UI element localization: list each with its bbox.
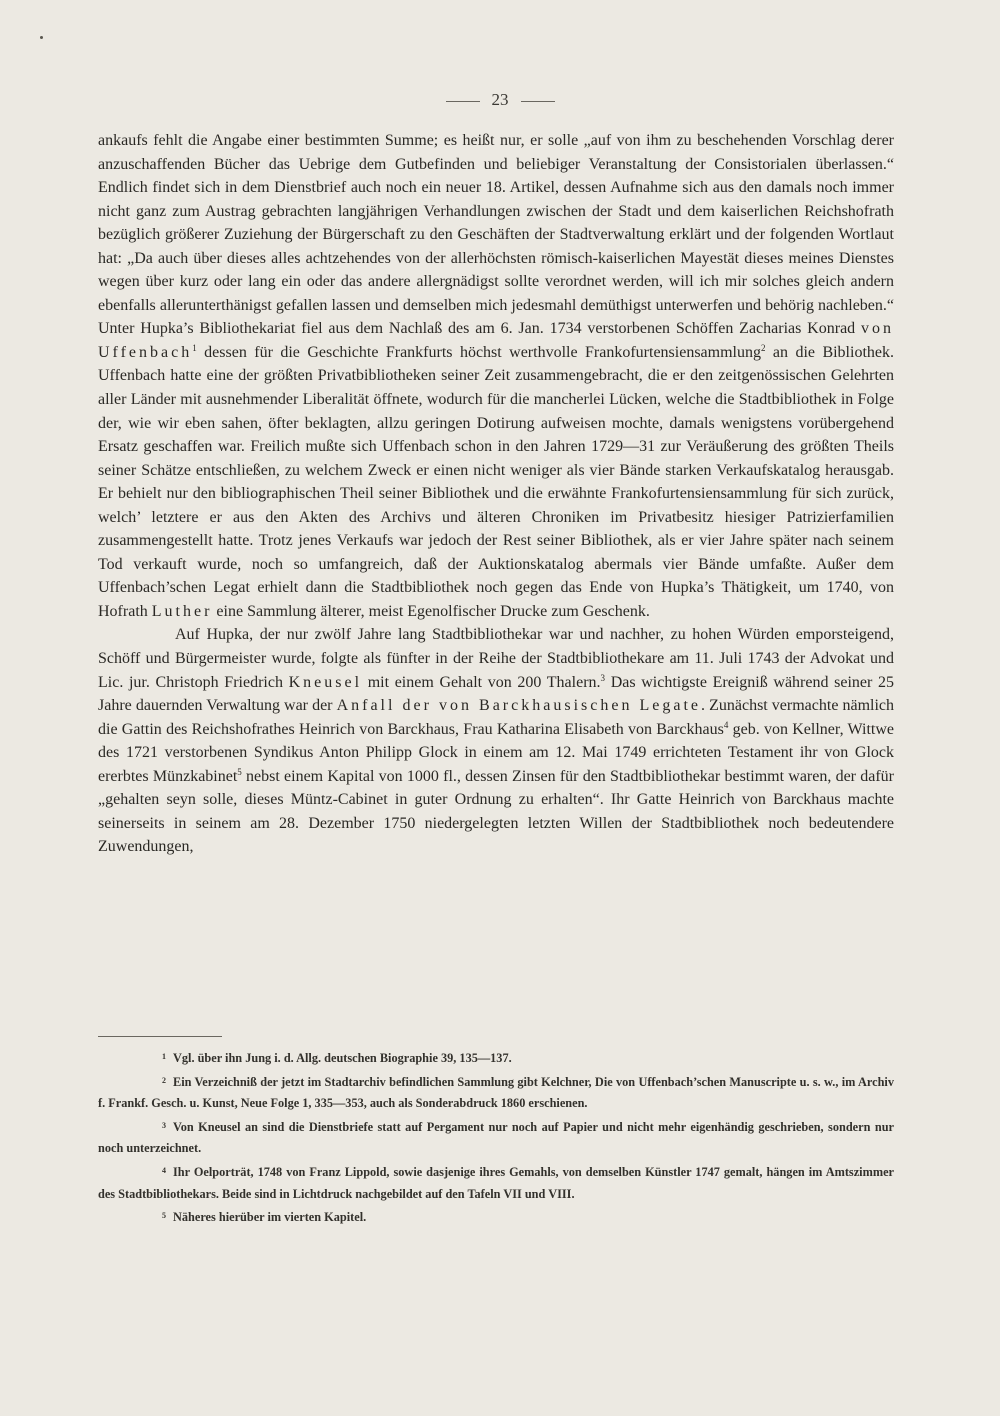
text-run: geb. von Kellner, Wittwe des 1721 verstorbenen Syndikus Anton Philipp Glock in einem am 12. Mai 1749 errichteten Testament ihr von Glock ererbtes Münzkabinet [98,720,894,785]
footnote-ref: 4 [723,719,729,730]
footnote [98,1046,894,1070]
spaced-name: Kneusel [288,673,363,691]
footnote-ref: 1 [192,342,197,353]
footnote-number: 3 [162,1120,166,1130]
footnote-text: Ihr Oelporträt, 1748 von Franz Lippold, sowie dasjenige ihres Gemahls, von demselben Künstler 1747 gemalt, hängen im Amtszimmer des Stadtbibliothekars. Beide sind in Lichtdruck nachgebildet auf den Tafeln VII und VIII. [98,1164,894,1201]
paragraph [98,129,894,623]
footnote-text: Ein Verzeichniß der jetzt im Stadtarchiv befindlichen Sammlung gibt Kelchner, Die von Uffenbach’schen Manuscripte u. s. w., im Archiv f. Frankf. Gesch. u. Kunst, Neue Folge 1, 335—353, auch als Sonderabdruck 1860 erschienen. [98,1074,894,1111]
speck-mark [40,36,43,39]
footnote [98,1115,894,1160]
text-run: nebst einem Kapital von 1000 fl., dessen Zinsen für den Stadtbibliothekar bestimmt waren, der dafür „gehalten seyn solle, dieses Müntz-Cabinet in guter Ordnung zu erhalten“. Ihr Gatte Heinrich von Barckhaus machte seinerseits in seinem am 28. Dezember 1750 niedergelegten letzten Willen der Stadtbibliothek noch bedeutendere Zuwendungen, [98,767,894,856]
text-run: eine Sammlung älterer, meist Egenolfischer Drucke zum Geschenk. [212,602,650,620]
text-run: ankaufs fehlt die Angabe einer bestimmten Summe; es heißt nur, er solle „auf von ihm zu beschehenden Vorschlag derer anzuschaffenden Bücher das Uebrige dem Gutbefinden und beliebiger Veranstaltung der Consistorialen überlassen.“ Endlich findet sich in dem Dienstbrief auch noch ein neuer 18. Artikel, dessen Aufnahme sich aus den damals noch immer nicht ganz zum Austrag gebrachten langjährigen Verhandlungen zwischen der Stadt und dem kaiserlichen Reichshofrath bezüglich größerer Zuziehung der Bürgerschaft zu den Geschäften der Stadtverwaltung erklärt und der folgenden Wortlaut hat: „Da auch über dieses alles achtzehendes von der allerhöchsten römisch-kaiserlichen Mayestät dieses meines Dienstes wegen über kurz oder lang ein oder das andere allergnädigst sollte verordnet werden, will ich mir solches gleich andern ebenfalls allerunterthänigst gefallen lassen und demselben mich jedesmahl demüthigst unterwerfen und behörig nachleben.“ Unter Hupka’s Bibliothekariat fiel aus dem Nachlaß des am 6. Jan. 1734 verstorbenen Schöffen Zacharias Konrad [98,132,894,338]
footnote-separator [98,1036,222,1037]
text-run: Das wichtigste Ereigniß während seiner 25 Jahre dauernden Verwaltung war der [98,673,894,715]
page-number-line [0,90,1000,110]
footnote-ref: 2 [760,342,766,353]
spaced-name: Luther [151,602,213,620]
main-text [98,129,894,859]
footnote-number: 5 [162,1211,166,1221]
footnote-text: Vgl. über ihn Jung i. d. Allg. deutschen Biographie 39, 135—137. [173,1051,512,1065]
text-run: mit einem Gehalt von 200 Thalern. [362,673,601,691]
page-number: 23 [491,90,509,109]
footnotes [98,1046,894,1229]
footnote-text: Näheres hierüber im vierten Kapitel. [173,1210,367,1225]
footnote-number: 2 [162,1075,166,1085]
footnote-text: Von Kneusel an sind die Dienstbriefe statt auf Pergament nur noch auf Papier und nicht mehr eigenhändig geschrieben, sondern nur noch unterzeichnet. [98,1119,894,1156]
text-run: dessen für die Geschichte Frankfurts höchst werthvolle Frankofurtensiensammlung [196,343,761,361]
page-number-dash-left [446,101,480,102]
footnote-number: 1 [162,1052,166,1061]
footnote-number: 4 [162,1165,166,1175]
footnote [98,1160,894,1205]
footnote-ref: 5 [237,766,242,777]
footnote [98,1205,894,1229]
text-run: . Zunächst vermachte nämlich die Gattin des Reichshofrathes Heinrich von Barckhaus, Frau Katharina Elisabeth von Barckhaus [98,697,895,738]
footnote-ref: 3 [600,672,606,683]
paragraph [98,623,894,858]
page-number-dash-right [521,101,555,102]
footnote [98,1070,894,1115]
text-run: Auf Hupka, der nur zwölf Jahre lang Stadtbibliothekar war und nachher, zu hohen Würden emporsteigend, Schöff und Bürgermeister wurde, folgte als fünfter in der Reihe der Stadtbibliothekare am 11. Juli 1743 der Advokat und Lic. jur. Christoph Friedrich [98,626,894,691]
spaced-name: von Uffenbach [98,320,894,361]
spaced-name: Anfall der von Barckhausischen Legate [336,697,702,715]
text-run: an die Bibliothek. Uffenbach hatte eine der größten Privatbibliotheken seiner Zeit zusammengebracht, die er den zeitgenössischen Gelehrten aller Länder mit ausnehmender Liberalität öffnete, wodurch für die mancherlei Lücken, welche die Stadtbibliothek in Folge der, wie wir eben sahen, öfter beklagten, allzu geringen Dotirung aufweisen mochte, damals wenigstens vorübergehend Ersatz geschaffen war. Freilich mußte sich Uffenbach schon in den Jahren 1729—31 zur Veräußerung des größten Theils seiner Schätze entschließen, zu welchem Zweck er einen nicht weniger als vier Bände starken Verkaufskatalog herausgab. Er behielt nur den bibliographischen Theil seiner Bibliothek und die erwähnte Frankofurtensiensammlung für sich zurück, welch’ letztere er aus den Akten des Archivs und älteren Chroniken im Privatbesitz hiesiger Patrizierfamilien zusammengestellt hatte. Trotz jenes Verkaufs war jedoch der Rest seiner Bibliothek, als er vier Jahre später nach seinem Tod verkauft wurde, noch so umfangreich, daß der Auktionskatalog abermals vier Bände umfaßte. Außer dem Uffenbach’schen Legat erhielt dann die Stadtbibliothek noch gegen das Ende von Hupka’s Thätigkeit, um 1740, von Hofrath [98,343,894,620]
